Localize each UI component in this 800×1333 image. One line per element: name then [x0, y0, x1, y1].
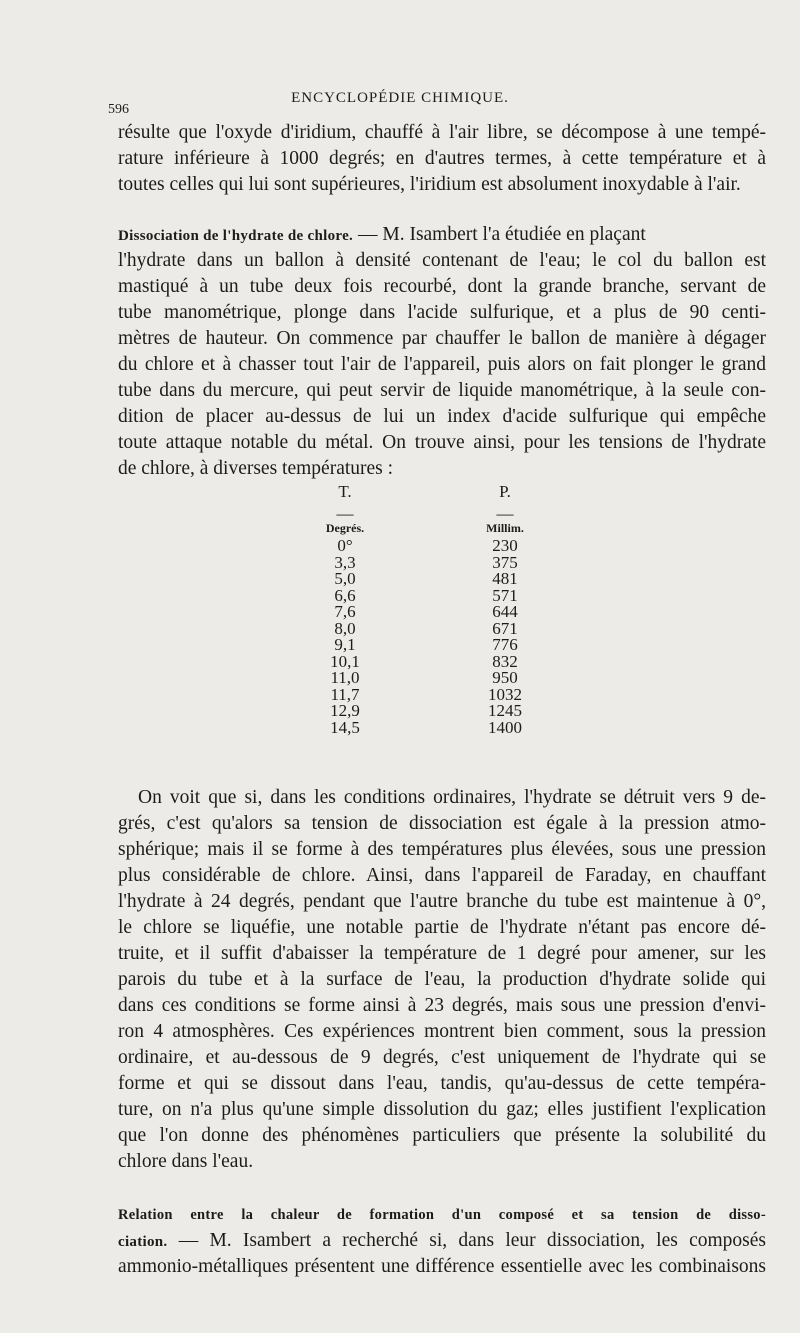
- table-cell: 3,3: [334, 552, 356, 572]
- text-line: mastiqué à un tube deux fois recourbé, dont la grande branche, servant de: [118, 276, 766, 297]
- text-line: parois du tube et à la surface de l'eau, la production d'hydrate solide qui: [118, 969, 766, 990]
- text-line: l'hydrate à 24 degrés, pendant que l'autre branche du tube est maintenue à 0°,: [118, 891, 766, 912]
- text-line: mètres de hauteur. On commence par chauffer le ballon de manière à dégager: [118, 328, 766, 349]
- table-cell: 9,1: [334, 635, 356, 654]
- section-heading-continued: ciation.: [118, 1234, 168, 1250]
- table-cell: 1400: [488, 717, 522, 737]
- text-line: que l'on donne des phénomènes particuliers que présente la solubilité du: [118, 1125, 766, 1146]
- table-cell: 0°: [337, 536, 353, 555]
- text-line: ammonio-métalliques présentent une différence essentielle avec les combinaisons: [118, 1256, 766, 1277]
- table-cell: 6,6: [334, 585, 356, 605]
- table-cell: 11,7: [330, 684, 360, 704]
- text-line: toutes celles qui lui sont supérieures, l'iridium est absolument inoxydable à l'air.: [118, 174, 741, 195]
- text-line: dition de placer au-dessus de lui un index d'acide sulfurique qui empêche: [118, 406, 766, 427]
- text-line: dans ces conditions se forme ainsi à 23 degrés, mais sous une pression d'envi-: [118, 995, 766, 1016]
- text-line: grés, c'est qu'alors sa tension de dissociation est égale à la pression atmo-: [118, 813, 766, 834]
- table-cell: 671: [492, 618, 518, 638]
- text-line: résulte que l'oxyde d'iridium, chauffé à l'air libre, se décompose à une tempé-: [118, 122, 766, 143]
- table-cell: 7,6: [334, 602, 356, 621]
- section-heading: Dissociation de l'hydrate de chlore.: [118, 228, 354, 244]
- text-line: le chlore se liquéfie, une notable partie de l'hydrate n'étant pas encore dé-: [118, 917, 766, 938]
- table-cell: 481: [492, 569, 518, 588]
- text-line: du chlore et à chasser tout l'air de l'appareil, puis alors on fait plonger le grand: [118, 354, 766, 375]
- table-cell: 14,5: [330, 717, 360, 737]
- text-line: ture, on n'a plus qu'une simple dissolution du gaz; elles justifient l'explication: [118, 1099, 766, 1120]
- text-line: tube dans du mercure, qui peut servir de liquide manométrique, à la seule con-: [118, 380, 766, 401]
- text-line: forme et qui se dissout dans l'eau, tandis, qu'au-dessus de cette tempéra-: [118, 1073, 766, 1094]
- table-cell: 12,9: [330, 701, 360, 720]
- text-line: rature inférieure à 1000 degrés; en d'autres termes, à cette température et à: [118, 148, 766, 169]
- table-cell: 950: [492, 668, 518, 687]
- table-cell: 1245: [488, 701, 522, 720]
- text-line: plus considérable de chlore. Ainsi, dans l'appareil de Faraday, en chauffant: [118, 865, 766, 886]
- table-cell: 1032: [488, 684, 522, 704]
- table-column-temperature: [300, 484, 390, 736]
- column-header: P.: [499, 482, 511, 501]
- text-line: tube manométrique, plonge dans l'acide sulfurique, et a plus de 90 centi-: [118, 302, 766, 323]
- section-heading-line: [118, 222, 766, 249]
- text-line: ron 4 atmosphères. Ces expériences montrent bien comment, sous la pression: [118, 1021, 766, 1042]
- table-cell: 5,0: [334, 569, 356, 588]
- table-cell: 8,0: [334, 618, 356, 638]
- column-header: T.: [338, 482, 352, 501]
- table-cell: 375: [492, 552, 518, 572]
- table-cell: 230: [492, 536, 518, 555]
- column-dash: —: [496, 504, 514, 523]
- text-span: — M. Isambert a recherché si, dans leur dissociation, les composés: [167, 1230, 766, 1251]
- section-heading: Relation entre la chaleur de formation d'un composé et sa tension de disso-: [118, 1207, 766, 1223]
- column-dash: —: [336, 504, 354, 523]
- text-line: ordinaire, et au-dessous de 9 degrés, c'est uniquement de l'hydrate qui se: [118, 1047, 766, 1068]
- column-unit: Degrés.: [325, 521, 365, 535]
- table-column-pressure: [460, 484, 550, 736]
- text-line: toute attaque notable du métal. On trouve ainsi, pour les tensions de l'hydrate: [118, 432, 766, 453]
- running-title: ENCYCLOPÉDIE CHIMIQUE.: [291, 90, 509, 106]
- table-cell: 10,1: [330, 651, 360, 671]
- text-line: l'hydrate dans un ballon à densité contenant de l'eau; le col du ballon est: [118, 250, 766, 271]
- text-line: de chlore, à diverses températures :: [118, 458, 394, 479]
- text-span: — M. Isambert l'a étudiée en plaçant: [353, 224, 646, 245]
- page-header: [0, 86, 800, 116]
- page-number: 596: [108, 102, 129, 117]
- table-cell: 11,0: [330, 668, 360, 687]
- column-unit: Millim.: [486, 521, 524, 535]
- table-cell: 832: [492, 651, 518, 671]
- table-cell: 644: [492, 602, 518, 621]
- table-cell: 776: [492, 635, 518, 654]
- text-line: On voit que si, dans les conditions ordinaires, l'hydrate se détruit vers 9 de-: [138, 787, 766, 808]
- text-line: sphérique; mais il se forme à des températures plus élevées, sous une pression: [118, 839, 766, 860]
- table-cell: 571: [492, 585, 518, 605]
- section-heading-line: [118, 1228, 766, 1255]
- text-line: truite, et il suffit d'abaisser la température de 1 degré pour amener, sur les: [118, 943, 766, 964]
- text-line: chlore dans l'eau.: [118, 1151, 254, 1172]
